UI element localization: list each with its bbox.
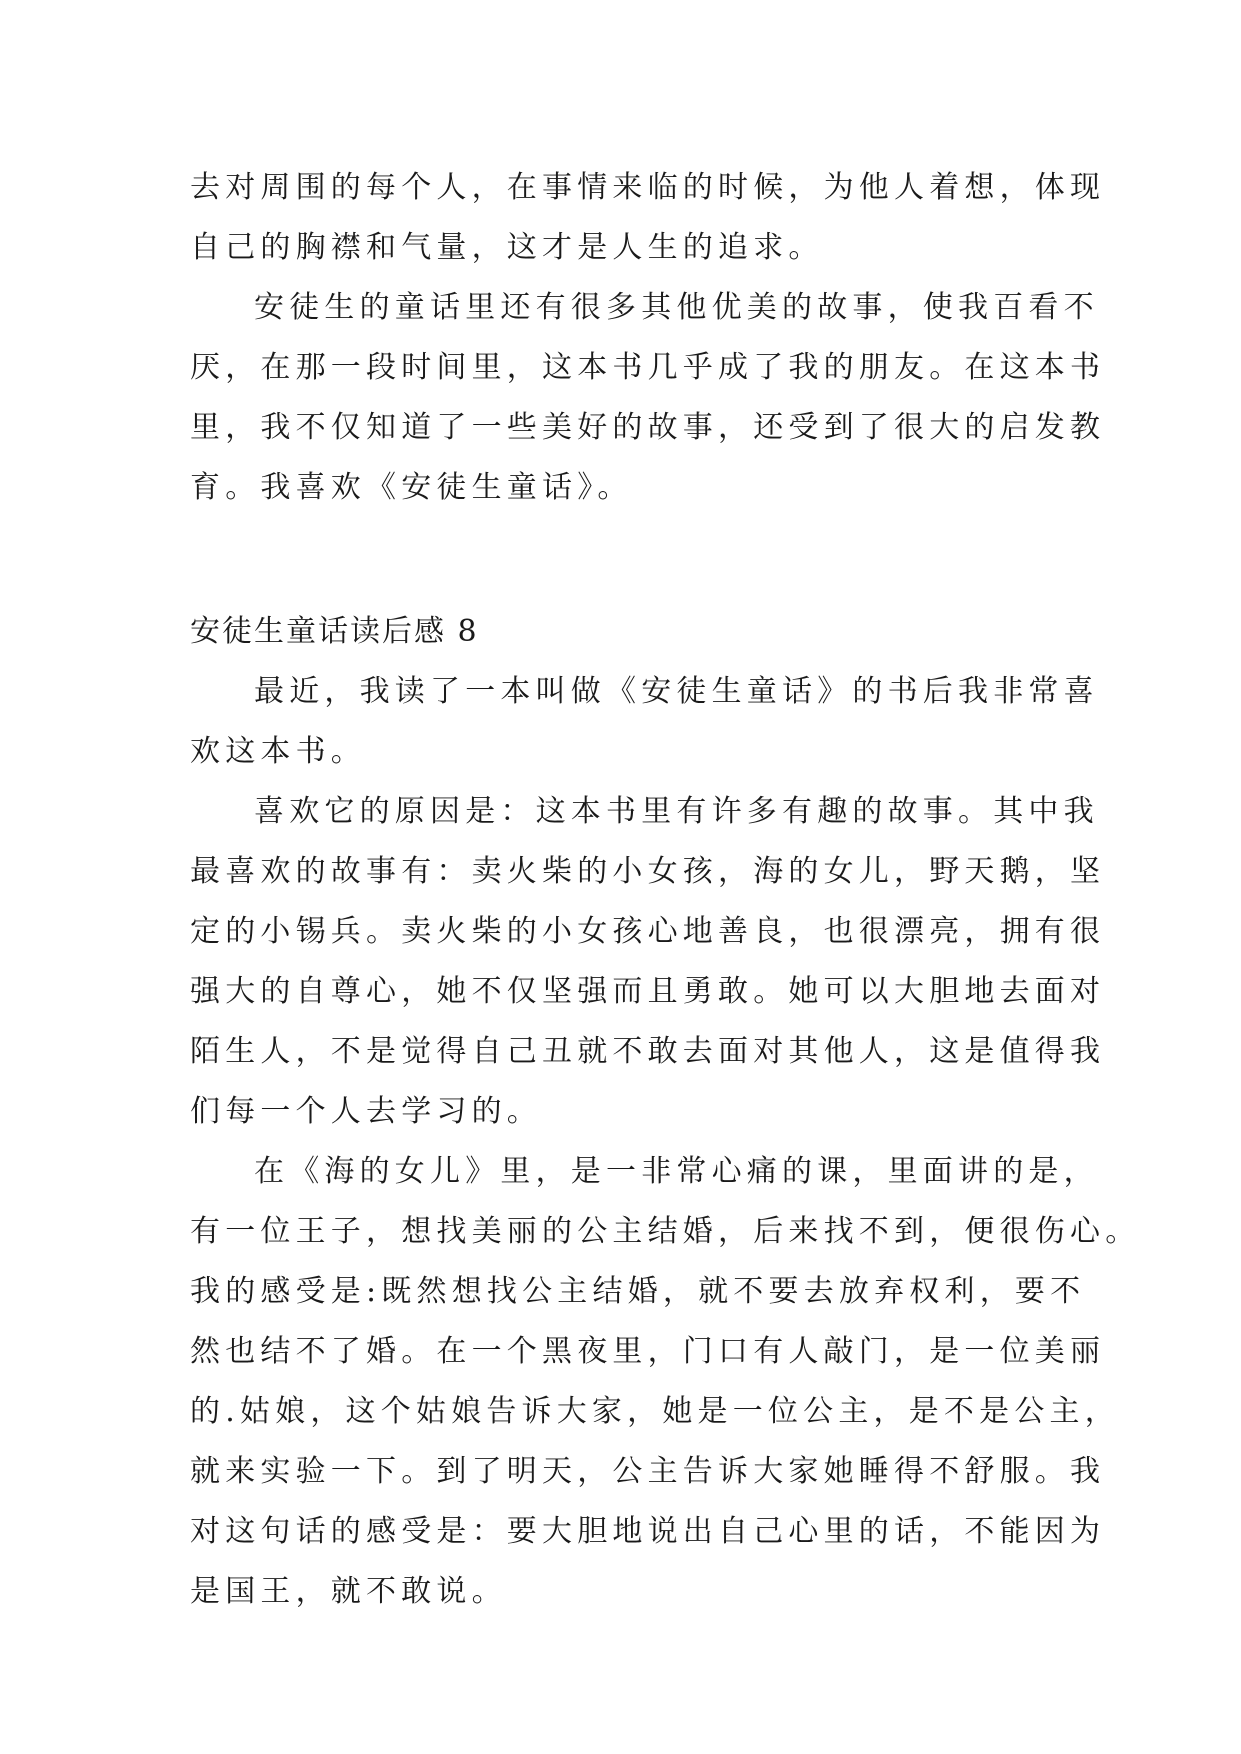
text-line: 安徒生的童话里还有很多其他优美的故事，使我百看不 — [254, 290, 1099, 325]
text-line: 最喜欢的故事有：卖火柴的小女孩，海的女儿，野天鹅，坚 — [190, 854, 1106, 889]
paragraph — [190, 782, 1106, 1142]
text-line: 去对周围的每个人，在事情来临的时候，为他人着想，体现 — [190, 170, 1106, 205]
paragraph — [190, 278, 1106, 518]
section-gap — [190, 518, 1054, 602]
text-line: 的.姑娘，这个姑娘告诉大家，她是一位公主，是不是公主， — [190, 1394, 1120, 1429]
text-line: 然也结不了婚。在一个黑夜里，门口有人敲门，是一位美丽 — [190, 1334, 1106, 1369]
text-line: 里，我不仅知道了一些美好的故事，还受到了很大的启发教 — [190, 410, 1106, 445]
paragraph-continuation — [190, 158, 1106, 278]
paragraph — [190, 662, 1099, 782]
text-line: 欢这本书。 — [190, 734, 366, 769]
text-line: 我的感受是:既然想找公主结婚，就不要去放弃权利，要不 — [190, 1274, 1086, 1309]
text-line: 育。我喜欢《安徒生童话》。 — [190, 470, 633, 505]
text-line: 强大的自尊心，她不仅坚强而且勇敢。她可以大胆地去面对 — [190, 974, 1106, 1009]
text-line: 陌生人，不是觉得自己丑就不敢去面对其他人，这是值得我 — [190, 1034, 1106, 1069]
text-line: 就来实验一下。到了明天，公主告诉大家她睡得不舒服。我 — [190, 1454, 1106, 1489]
text-line: 最近，我读了一本叫做《安徒生童话》的书后我非常喜 — [254, 674, 1099, 709]
text-line: 在《海的女儿》里，是一非常心痛的课，里面讲的是， — [254, 1154, 1099, 1189]
document-body — [190, 158, 1141, 1622]
text-line: 有一位王子，想找美丽的公主结婚，后来找不到，便很伤心。 — [190, 1214, 1141, 1249]
text-line: 自己的胸襟和气量，这才是人生的追求。 — [190, 230, 824, 265]
text-line: 厌，在那一段时间里，这本书几乎成了我的朋友。在这本书 — [190, 350, 1106, 385]
text-line: 们每一个人去学习的。 — [190, 1094, 542, 1129]
section-title: 安徒生童话读后感 8 — [190, 614, 479, 649]
text-line: 对这句话的感受是：要大胆地说出自己心里的话，不能因为 — [190, 1514, 1106, 1549]
paragraph — [190, 1142, 1141, 1622]
text-line: 定的小锡兵。卖火柴的小女孩心地善良，也很漂亮，拥有很 — [190, 914, 1106, 949]
text-line: 是国王，就不敢说。 — [190, 1574, 507, 1609]
text-line: 喜欢它的原因是：这本书里有许多有趣的故事。其中我 — [254, 794, 1099, 829]
